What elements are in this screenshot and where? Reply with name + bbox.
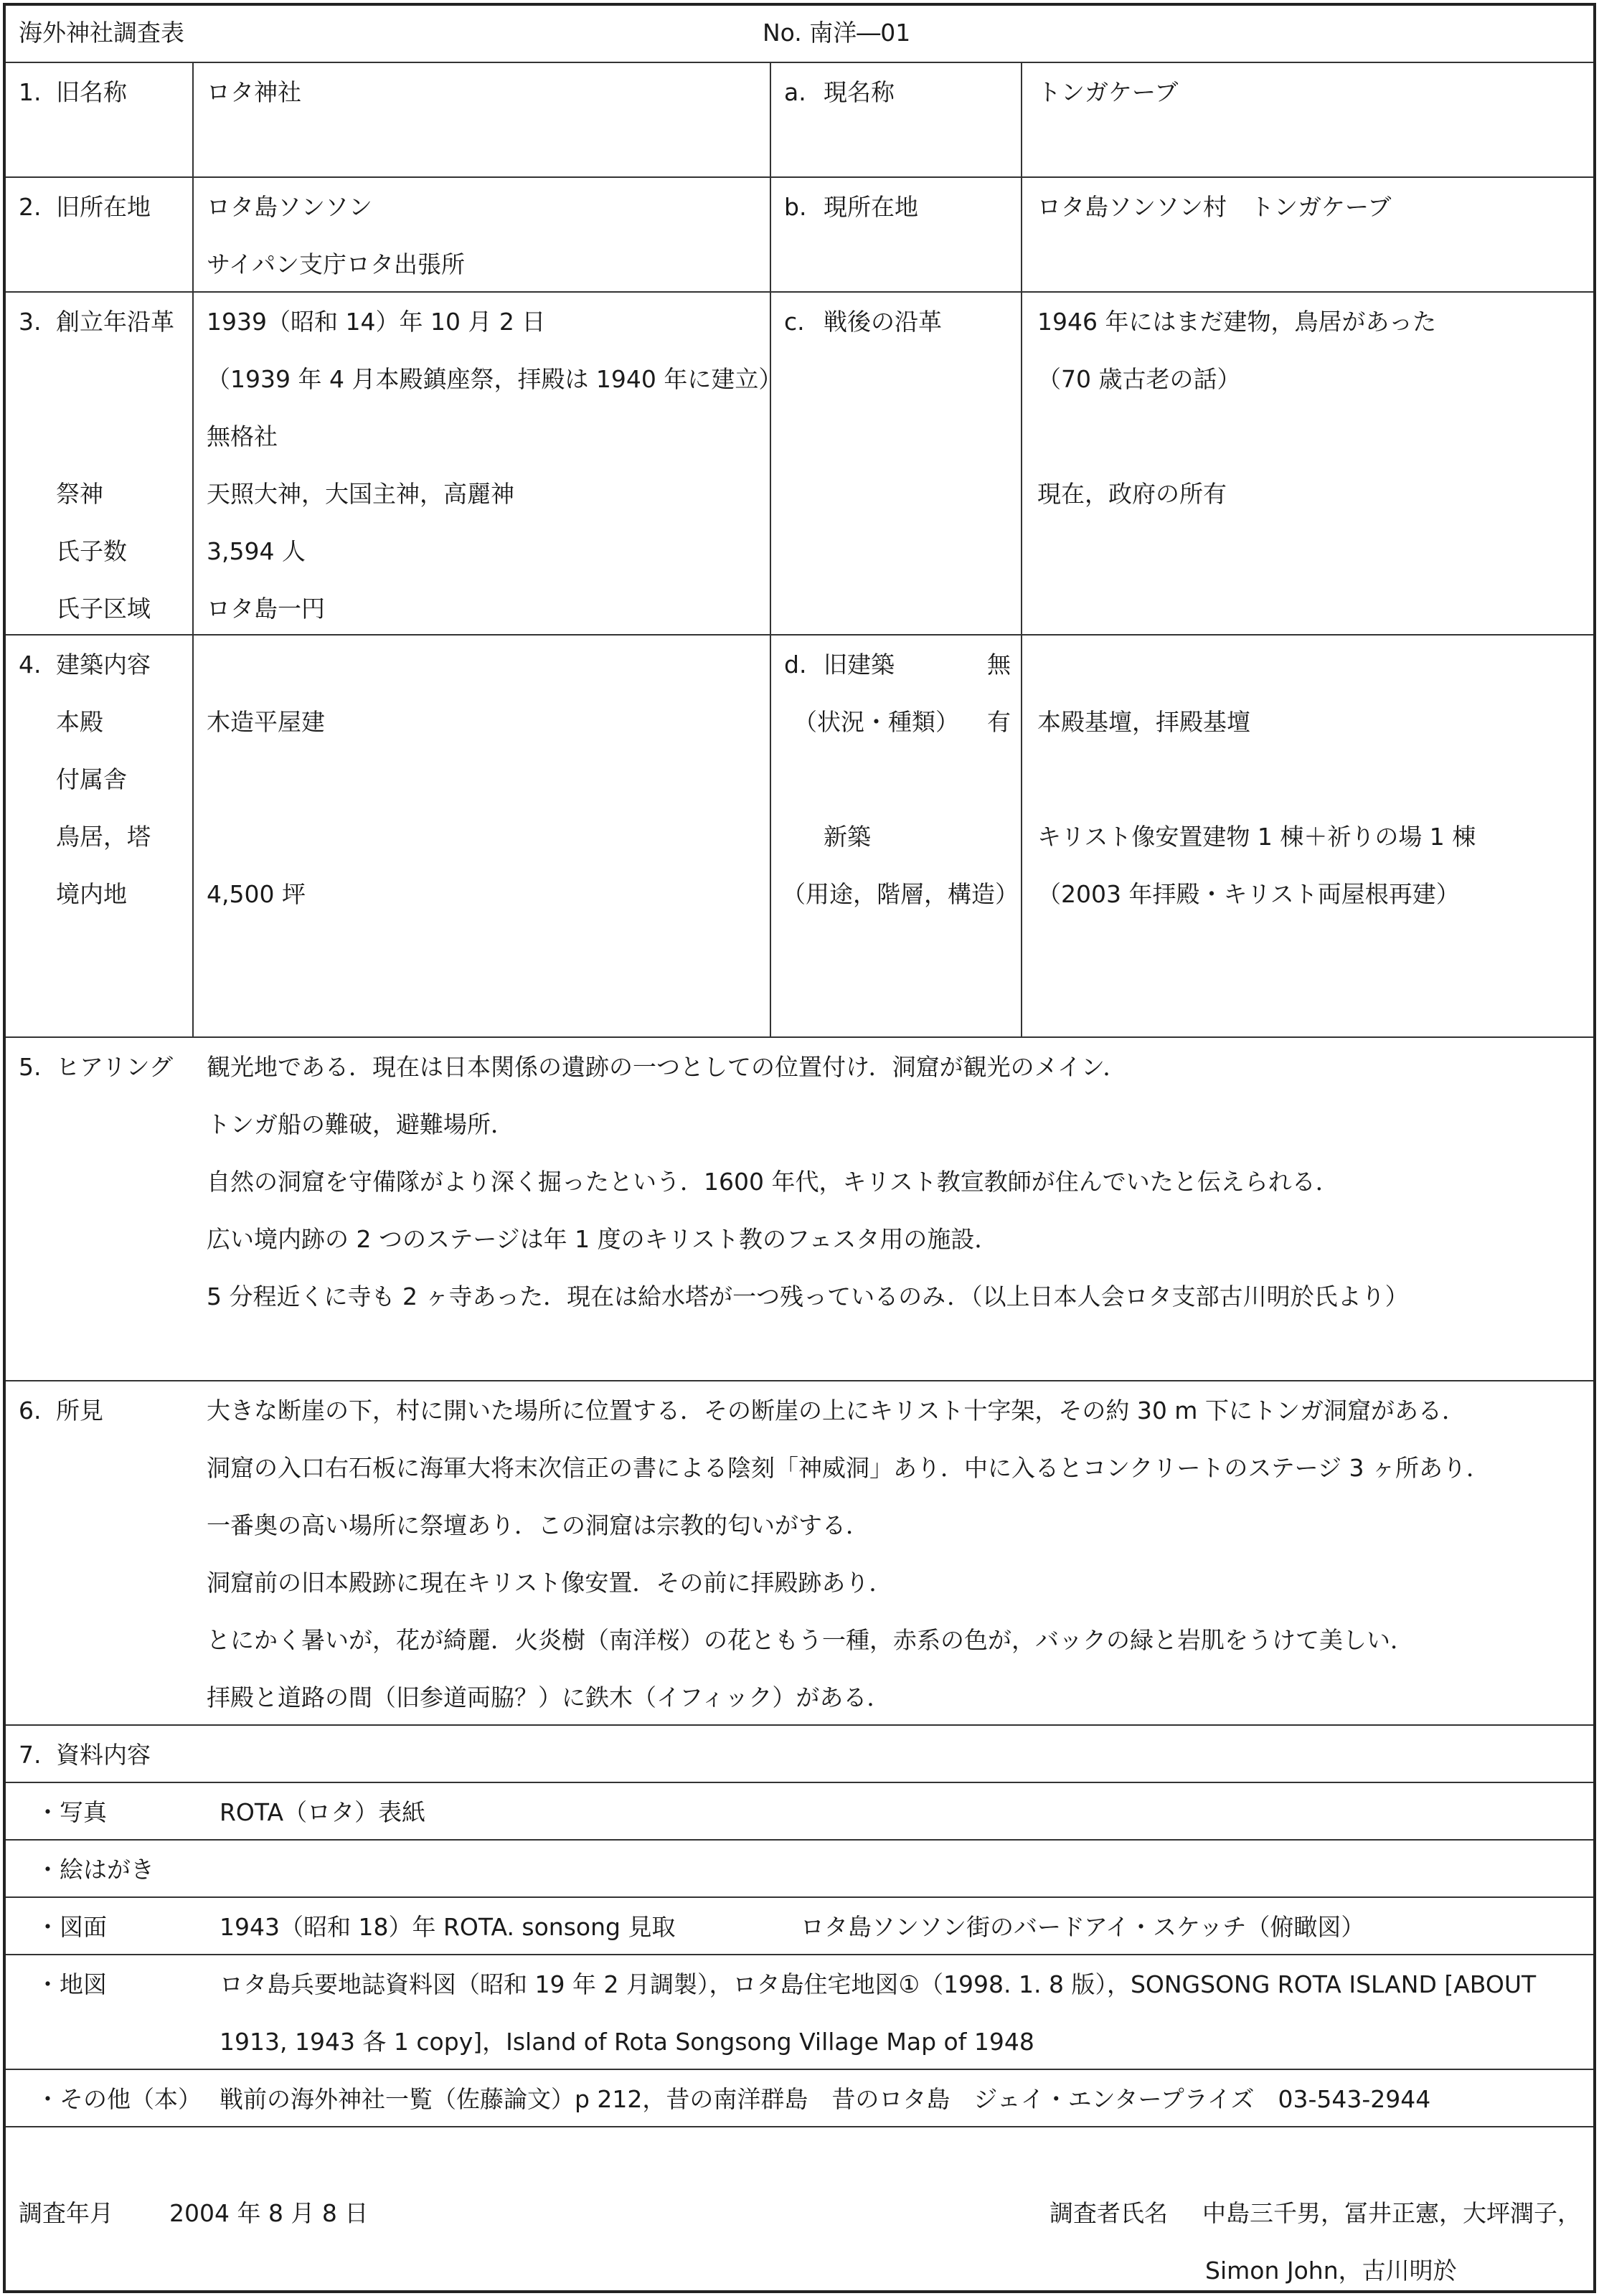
old-name-value: ロタ神社: [207, 78, 301, 106]
annex-label: 付属舎: [56, 765, 127, 793]
building-status-value: （2003 年拝殿・キリスト両屋根再建）: [1037, 880, 1460, 908]
deity-value: 天照大神，大国主神，高麗神: [207, 480, 514, 508]
postcard-label: ・絵はがき: [36, 1856, 154, 1884]
old-building-label: 旧建築: [824, 651, 895, 679]
survey-date-label: 調査年月: [19, 2199, 113, 2227]
section-number: 7.: [19, 1741, 42, 1769]
rule: [6, 2126, 1593, 2127]
architecture-label: 建築内容: [56, 651, 151, 679]
item-letter: b.: [784, 193, 807, 221]
hearing-line: トンガ船の難破，避難場所．: [207, 1110, 514, 1138]
hearing-label: ヒアリング: [56, 1053, 174, 1081]
column-rule: [192, 62, 194, 1037]
old-building-has: 有: [987, 708, 1011, 736]
founding-history-label: 創立年沿革: [56, 308, 174, 336]
rule: [6, 634, 1593, 636]
rule: [6, 291, 1593, 293]
rule: [6, 1380, 1593, 1381]
parishioner-count-label: 氏子数: [56, 537, 127, 565]
grounds-value: 4,500 坪: [207, 880, 306, 908]
parishioner-count-value: 3,594 人: [207, 537, 306, 565]
deity-label: 祭神: [56, 480, 103, 508]
surveyor-names: Simon John，古川明於: [1205, 2257, 1457, 2285]
observation-line: 洞窟の入口右石板に海軍大将末次信正の書による陰刻「神威洞」あり．中に入るとコンクリートのステージ 3 ヶ所あり．: [207, 1454, 1490, 1482]
survey-form: [3, 3, 1596, 2293]
old-building-none: 無: [987, 651, 1011, 679]
materials-label: 資料内容: [56, 1741, 151, 1769]
founding-note: （1939 年 4 月本殿鎮座祭，拝殿は 1940 年に建立）: [207, 365, 783, 393]
new-building-kind-label: （用途，階層，構造）: [782, 880, 1019, 908]
survey-date-value: 2004 年 8 月 8 日: [169, 2199, 369, 2227]
rule: [6, 1724, 1593, 1726]
surveyor-label: 調査者氏名: [1050, 2199, 1168, 2227]
rule: [6, 1954, 1593, 1955]
hearing-line: 広い境内跡の 2 つのステージは年 1 度のキリスト教のフェスタ用の施設．: [207, 1225, 999, 1253]
torii-label: 鳥居，塔: [56, 823, 151, 851]
map-value: 1913, 1943 各 1 copy]，Island of Rota Songsong Village Map of 1948: [220, 2028, 1034, 2056]
item-letter: a.: [784, 78, 806, 106]
old-location-value: ロタ島ソンソン: [207, 193, 372, 221]
hearing-line: 観光地である．現在は日本関係の遺跡の一つとしての位置付け．洞窟が観光のメイン．: [207, 1053, 1127, 1081]
section-number: 5.: [19, 1053, 42, 1081]
item-letter: c.: [784, 308, 805, 336]
postwar-history-label: 戦後の沿革: [824, 308, 942, 336]
rule: [6, 1782, 1593, 1783]
observation-line: 一番奥の高い場所に祭壇あり．この洞窟は宗教的匂いがする．: [207, 1511, 869, 1539]
drawing-value: 1943（昭和 18）年 ROTA. sonsong 見取: [220, 1913, 676, 1941]
postwar-history-value: 現在，政府の所有: [1037, 480, 1227, 508]
rule: [6, 1036, 1593, 1038]
other-value: 戦前の海外神社一覧（佐藤論文）p 212，昔の南洋群島 昔のロタ島 ジェイ・エンタープライズ 03-543-2944: [220, 2085, 1431, 2113]
old-location-value: サイパン支庁ロタ出張所: [207, 250, 466, 278]
rule: [6, 1839, 1593, 1841]
old-location-label: 旧所在地: [56, 193, 151, 221]
grounds-label: 境内地: [56, 880, 127, 908]
building-status-value: 本殿基壇，拝殿基壇: [1037, 708, 1250, 736]
founding-date: 1939（昭和 14）年 10 月 2 日: [207, 308, 546, 336]
hearing-line: 自然の洞窟を守備隊がより深く掘ったという．1600 年代，キリスト教宣教師が住んでいたと伝えられる．: [207, 1168, 1339, 1196]
observation-line: 洞窟前の旧本殿跡に現在キリスト像安置．その前に拝殿跡あり．: [207, 1569, 893, 1597]
rule: [6, 62, 1593, 63]
building-status-value: キリスト像安置建物 1 棟＋祈りの場 1 棟: [1037, 823, 1476, 851]
current-name-value: トンガケーブ: [1037, 78, 1179, 106]
drawing-label: ・図面: [36, 1913, 107, 1941]
old-name-label: 旧名称: [56, 78, 127, 106]
observation-line: 大きな断崖の下，村に開いた場所に位置する．その断崖の上にキリスト十字架，その約 30 m 下にトンガ洞窟がある．: [207, 1397, 1466, 1425]
photo-label: ・写真: [36, 1798, 107, 1826]
section-number: 6.: [19, 1397, 42, 1425]
section-number: 3.: [19, 308, 42, 336]
hearing-line: 5 分程近くに寺も 2 ヶ寺あった．現在は給水塔が一つ残っているのみ．（以上日本人会ロタ支部古川明於氏より）: [207, 1282, 1409, 1310]
rule: [6, 176, 1593, 178]
rule: [6, 2069, 1593, 2070]
current-location-value: ロタ島ソンソン村 トンガケーブ: [1037, 193, 1392, 221]
shrine-rank: 無格社: [207, 422, 278, 450]
form-number: No. 南洋―01: [763, 19, 911, 47]
rule: [6, 1896, 1593, 1898]
main-hall-value: 木造平屋建: [207, 708, 325, 736]
photo-value: ROTA（ロタ）表紙: [220, 1798, 426, 1826]
other-label: ・その他（本）: [36, 2085, 202, 2113]
column-rule: [1021, 62, 1022, 1037]
current-name-label: 現名称: [824, 78, 895, 106]
section-number: 4.: [19, 651, 42, 679]
postwar-history-value: 1946 年にはまだ建物，鳥居があった: [1037, 308, 1437, 336]
main-hall-label: 本殿: [56, 708, 103, 736]
drawing-value: ロタ島ソンソン街のバードアイ・スケッチ（俯瞰図）: [801, 1913, 1365, 1941]
item-letter: d.: [784, 651, 807, 679]
current-location-label: 現所在地: [824, 193, 918, 221]
section-number: 2.: [19, 193, 42, 221]
section-number: 1.: [19, 78, 42, 106]
parish-area-label: 氏子区域: [56, 595, 151, 623]
old-building-kind-label: （状況・種類）: [793, 708, 959, 736]
postwar-history-value: （70 歳古老の話）: [1037, 365, 1241, 393]
observations-label: 所見: [56, 1397, 103, 1425]
new-building-label: 新築: [824, 823, 871, 851]
observation-line: 拝殿と道路の間（旧参道両脇？）に鉄木（イフィック）がある．: [207, 1683, 891, 1711]
form-title: 海外神社調査表: [19, 19, 184, 47]
surveyor-names: 中島三千男，冨井正憲，大坪潤子，: [1202, 2199, 1581, 2227]
parish-area-value: ロタ島一円: [207, 595, 325, 623]
map-value: ロタ島兵要地誌資料図（昭和 19 年 2 月調製），ロタ島住宅地図①（1998. 1. 8 版），SONGSONG ROTA ISLAND [ABOUT: [220, 1970, 1537, 1998]
observation-line: とにかく暑いが，花が綺麗．火炎樹（南洋桜）の花ともう一種，赤系の色が，バックの緑と岩肌をうけて美しい．: [207, 1626, 1414, 1654]
column-rule: [770, 62, 771, 1037]
map-label: ・地図: [36, 1970, 107, 1998]
